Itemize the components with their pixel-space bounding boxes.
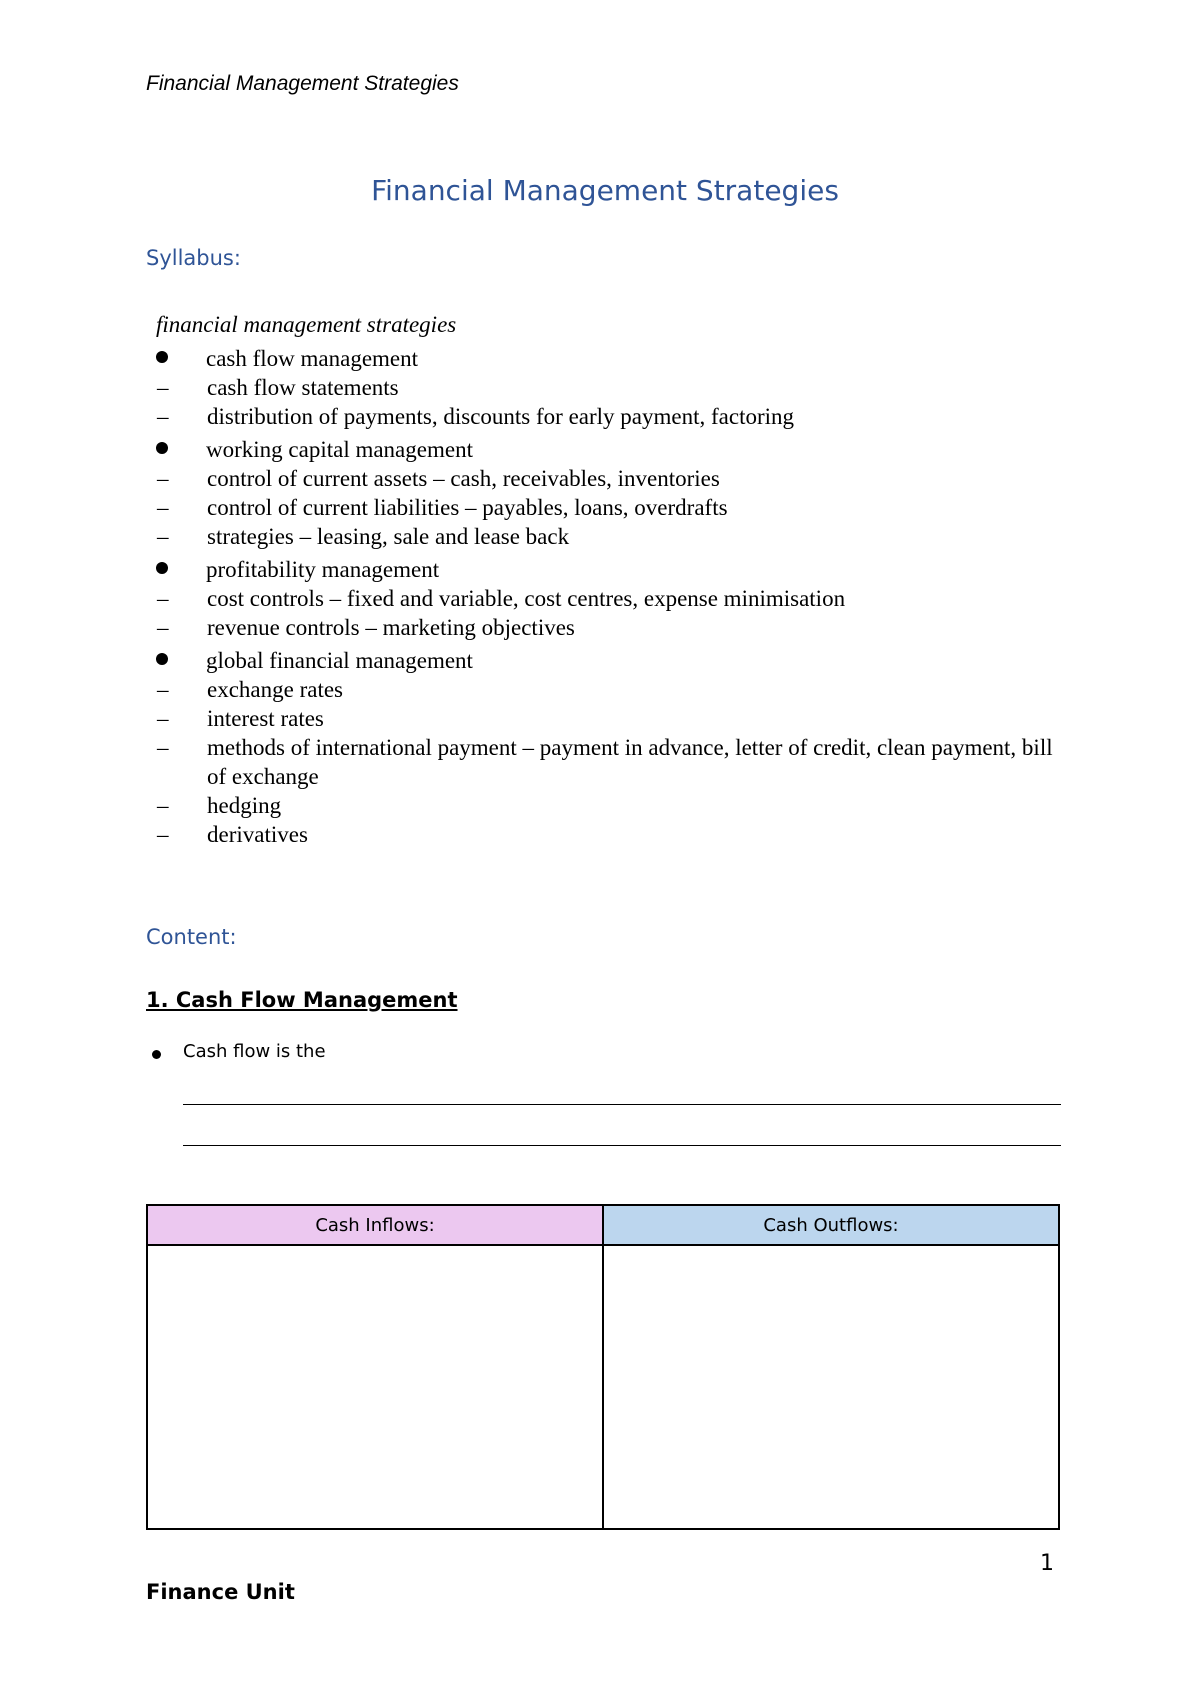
syllabus-subitem-text: cash flow statements: [207, 375, 399, 400]
dash-marker: –: [157, 793, 169, 818]
syllabus-topic: [150, 555, 1070, 584]
bullet-icon: [156, 562, 168, 574]
bullet-icon: [156, 351, 168, 363]
page-header: Financial Management Strategies: [146, 72, 459, 95]
syllabus-topic: [150, 646, 1070, 675]
syllabus-topic-label: cash flow management: [206, 346, 419, 371]
syllabus-subitem: [156, 464, 1070, 493]
content-heading: Content:: [146, 925, 237, 949]
dash-marker: –: [157, 586, 169, 611]
bullet-icon: [156, 442, 168, 454]
syllabus-topic-label: profitability management: [206, 557, 440, 582]
cash-outflows-cell[interactable]: [604, 1246, 1058, 1528]
dash-marker: –: [157, 495, 169, 520]
syllabus-subitem: [156, 704, 1070, 733]
syllabus-subitem: [156, 522, 1070, 551]
syllabus-subitem-text: distribution of payments, discounts for early payment, factoring: [207, 404, 795, 429]
syllabus-subitem: [156, 613, 1070, 642]
syllabus-subitem-text: derivatives: [207, 822, 308, 847]
syllabus-subitem-text: revenue controls – marketing objectives: [207, 615, 575, 640]
dash-marker: –: [157, 677, 169, 702]
cash-inflows-header: Cash Inflows:: [148, 1206, 604, 1246]
syllabus-subitem: [156, 373, 1070, 402]
syllabus-subitem: [156, 820, 1070, 849]
answer-line[interactable]: [183, 1145, 1061, 1146]
cash-flow-management-heading: 1. Cash Flow Management: [146, 988, 458, 1012]
syllabus-subitem: [156, 493, 1070, 522]
syllabus-topic: [150, 344, 1070, 373]
syllabus-subitem: [156, 584, 1070, 613]
syllabus-subitem: [156, 675, 1070, 704]
syllabus-topic: [150, 435, 1070, 464]
syllabus-subitem: [156, 733, 1070, 791]
syllabus-subitem-text: control of current assets – cash, receivables, inventories: [207, 466, 720, 491]
cash-inflows-cell[interactable]: [148, 1246, 604, 1528]
answer-line[interactable]: [183, 1104, 1061, 1105]
syllabus-subitem-text: methods of international payment – payment in advance, letter of credit, clean payment, bill of exchange: [207, 735, 1053, 789]
syllabus-subitem-text: control of current liabilities – payables, loans, overdrafts: [207, 495, 728, 520]
syllabus-topic-label: working capital management: [206, 437, 473, 462]
dash-marker: –: [157, 822, 169, 847]
syllabus-subitem-text: strategies – leasing, sale and lease back: [207, 524, 570, 549]
bullet-icon: [156, 653, 168, 665]
syllabus-subitem-text: cost controls – fixed and variable, cost centres, expense minimisation: [207, 586, 846, 611]
bullet-icon: [152, 1050, 161, 1059]
syllabus-subitem: [156, 791, 1070, 820]
syllabus-topic-label: global financial management: [206, 648, 473, 673]
syllabus-subitem-text: hedging: [207, 793, 282, 818]
dash-marker: –: [157, 375, 169, 400]
cash-flow-table: [146, 1204, 1060, 1530]
syllabus-heading: Syllabus:: [146, 246, 241, 270]
page-footer: Finance Unit: [146, 1580, 295, 1604]
syllabus-box: [150, 310, 1070, 849]
dash-marker: –: [157, 706, 169, 731]
syllabus-topics: [150, 344, 1070, 849]
dash-marker: –: [157, 615, 169, 640]
syllabus-subitem: [156, 402, 1070, 431]
cash-flow-bullet-text: Cash flow is the: [183, 1041, 326, 1062]
dash-marker: –: [157, 524, 169, 549]
dash-marker: –: [157, 404, 169, 429]
page-number: 1: [1040, 1551, 1054, 1576]
cash-outflows-header: Cash Outflows:: [604, 1206, 1058, 1246]
syllabus-subitem-text: exchange rates: [207, 677, 344, 702]
syllabus-subitem-text: interest rates: [207, 706, 324, 731]
dash-marker: –: [157, 735, 169, 760]
document-title: Financial Management Strategies: [371, 174, 839, 207]
dash-marker: –: [157, 466, 169, 491]
syllabus-subtitle: financial management strategies: [156, 312, 457, 337]
